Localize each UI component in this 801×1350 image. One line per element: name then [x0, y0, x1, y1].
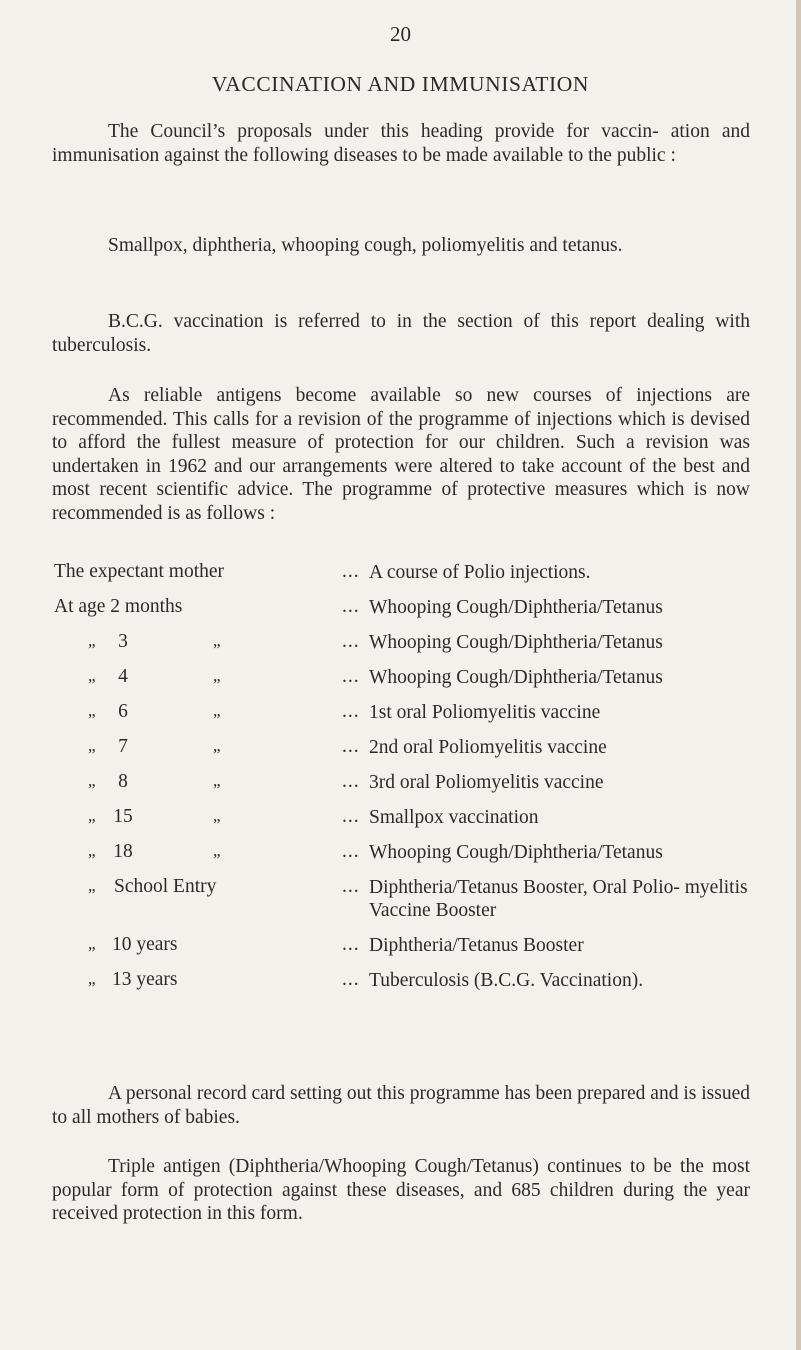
schedule-month: 4 — [118, 666, 128, 687]
ditto-mark: „ — [88, 666, 96, 685]
schedule-month: 18 — [113, 841, 133, 862]
ditto-mark: „ — [88, 969, 96, 988]
ditto-mark: „ — [213, 701, 221, 720]
immunisation-schedule — [54, 561, 766, 1004]
schedule-row — [54, 771, 766, 806]
bcg-paragraph: B.C.G. vaccination is referred to in the section of this report dealing with tuberculosis. — [52, 311, 750, 356]
schedule-treatment: Diphtheria/Tetanus Booster, Oral Polio- myelitis Vaccine Booster — [369, 877, 748, 921]
ditto-mark: „ — [213, 841, 221, 860]
ditto-mark: „ — [213, 631, 221, 650]
schedule-age: 10 years — [112, 934, 178, 955]
ditto-mark: „ — [213, 666, 221, 685]
leader-dots: ... — [342, 561, 360, 582]
schedule-treatment: Diphtheria/Tetanus Booster — [369, 935, 584, 956]
ditto-mark: „ — [88, 934, 96, 953]
schedule-age: At age 2 months — [54, 596, 183, 617]
record-card-paragraph: A personal record card setting out this programme has been prepared and is issued to all mothers of babies. — [52, 1083, 750, 1128]
schedule-treatment: 3rd oral Poliomyelitis vaccine — [369, 772, 604, 793]
leader-dots: ... — [342, 969, 360, 990]
schedule-treatment: 2nd oral Poliomyelitis vaccine — [369, 737, 607, 758]
ditto-mark: „ — [88, 631, 96, 650]
schedule-row — [54, 666, 766, 701]
page-title: VACCINATION AND IMMUNISATION — [211, 72, 590, 96]
page-edge-shadow — [796, 0, 801, 1350]
leader-dots: ... — [342, 631, 360, 652]
leader-dots: ... — [342, 841, 360, 862]
intro-paragraph: The Council’s proposals under this heading provide for vaccin- ation and immunisation against the following diseases to be made available to the public : — [52, 121, 750, 166]
leader-dots: ... — [342, 876, 360, 897]
schedule-month: 3 — [118, 631, 128, 652]
schedule-month: 6 — [118, 701, 128, 722]
ditto-mark: „ — [88, 701, 96, 720]
schedule-treatment: Smallpox vaccination — [369, 807, 539, 828]
schedule-row — [54, 969, 766, 1004]
schedule-treatment: Whooping Cough/Diphtheria/Tetanus — [369, 632, 663, 653]
schedule-month: 7 — [118, 736, 128, 757]
schedule-age: 13 years — [112, 969, 178, 990]
schedule-row — [54, 631, 766, 666]
ditto-mark: „ — [88, 771, 96, 790]
ditto-mark: „ — [88, 876, 96, 895]
ditto-mark: „ — [88, 736, 96, 755]
schedule-row — [54, 736, 766, 771]
schedule-age: School Entry — [114, 876, 217, 897]
schedule-row — [54, 701, 766, 736]
schedule-row — [54, 596, 766, 631]
leader-dots: ... — [342, 596, 360, 617]
schedule-treatment: Tuberculosis (B.C.G. Vaccination). — [369, 970, 644, 991]
triple-antigen-paragraph: Triple antigen (Diphtheria/Whooping Cough/Tetanus) continues to be the most popular form of protection against these diseases, and 685 children during the year received protection in this form. — [52, 1156, 750, 1224]
schedule-row — [54, 876, 766, 934]
leader-dots: ... — [342, 934, 360, 955]
ditto-mark: „ — [88, 806, 96, 825]
schedule-row — [54, 561, 766, 596]
schedule-row — [54, 934, 766, 969]
antigens-paragraph: As reliable antigens become available so new courses of injections are recommended. This calls for a revision of the programme of injections which is devised to afford the fullest measure of protection for our children. Such a revision was undertaken in 1962 and our arrangements were altered to take account of the best and most recent scientific advice. The programme of protective measures which is now recommended is as follows : — [52, 385, 750, 524]
ditto-mark: „ — [213, 771, 221, 790]
schedule-treatment: Whooping Cough/Diphtheria/Tetanus — [369, 667, 663, 688]
schedule-row — [54, 806, 766, 841]
ditto-mark: „ — [213, 736, 221, 755]
schedule-treatment: Whooping Cough/Diphtheria/Tetanus — [369, 597, 663, 618]
schedule-treatment: 1st oral Poliomyelitis vaccine — [369, 702, 601, 723]
schedule-row — [54, 841, 766, 876]
schedule-month: 8 — [118, 771, 128, 792]
leader-dots: ... — [342, 666, 360, 687]
schedule-treatment: Whooping Cough/Diphtheria/Tetanus — [369, 842, 663, 863]
diseases-paragraph: Smallpox, diphtheria, whooping cough, poliomyelitis and tetanus. — [108, 235, 623, 256]
schedule-treatment: A course of Polio injections. — [369, 562, 591, 583]
leader-dots: ... — [342, 806, 360, 827]
ditto-mark: „ — [213, 806, 221, 825]
leader-dots: ... — [342, 736, 360, 757]
schedule-month: 15 — [113, 806, 133, 827]
schedule-age: The expectant mother — [54, 561, 225, 582]
leader-dots: ... — [342, 701, 360, 722]
page-number: 20 — [390, 22, 411, 46]
ditto-mark: „ — [88, 841, 96, 860]
leader-dots: ... — [342, 771, 360, 792]
